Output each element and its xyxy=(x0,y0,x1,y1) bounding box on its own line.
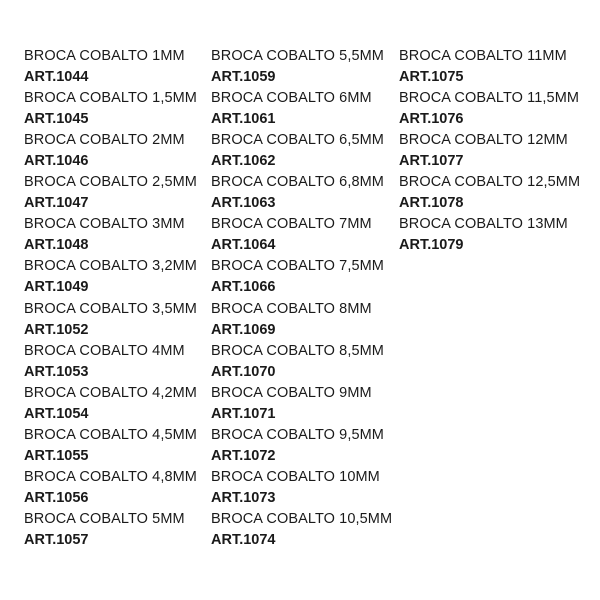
article-code: ART.1066 xyxy=(211,279,276,296)
product-entry xyxy=(24,172,197,214)
product-entry xyxy=(24,46,197,88)
product-entry xyxy=(211,88,392,130)
product-column-1 xyxy=(24,46,197,551)
product-entry xyxy=(211,130,392,172)
product-entry xyxy=(399,88,580,130)
product-entry xyxy=(211,46,392,88)
product-name: BROCA COBALTO 6,8MM xyxy=(211,174,384,191)
product-entry xyxy=(24,299,197,341)
product-entry xyxy=(24,509,197,551)
article-code: ART.1073 xyxy=(211,489,276,506)
article-code: ART.1057 xyxy=(24,532,89,549)
product-name: BROCA COBALTO 10,5MM xyxy=(211,511,393,528)
product-name: BROCA COBALTO 10MM xyxy=(211,468,380,485)
product-entry xyxy=(211,341,392,383)
product-entry xyxy=(24,341,197,383)
product-entry xyxy=(211,425,392,467)
article-code: ART.1044 xyxy=(24,69,89,85)
product-entry xyxy=(211,299,392,341)
product-name: BROCA COBALTO 11,5MM xyxy=(399,90,580,107)
product-entry xyxy=(24,88,197,130)
article-code: ART.1052 xyxy=(24,321,89,338)
product-entry xyxy=(399,172,580,214)
product-entry xyxy=(24,256,197,298)
article-code: ART.1069 xyxy=(211,321,276,338)
article-code: ART.1071 xyxy=(211,405,276,422)
product-name: BROCA COBALTO 13MM xyxy=(399,216,568,233)
article-code: ART.1078 xyxy=(399,195,464,212)
article-code: ART.1059 xyxy=(211,69,276,85)
product-entry xyxy=(24,425,197,467)
product-entry xyxy=(24,130,197,172)
product-name: BROCA COBALTO 1MM xyxy=(24,48,185,64)
product-name: BROCA COBALTO 4,5MM xyxy=(24,426,197,443)
product-entry xyxy=(24,467,197,509)
product-name: BROCA COBALTO 12,5MM xyxy=(399,174,581,191)
article-code: ART.1048 xyxy=(24,237,89,254)
product-entry xyxy=(211,256,392,298)
product-name: BROCA COBALTO 9,5MM xyxy=(211,426,384,443)
product-column-3 xyxy=(399,46,580,256)
product-entry xyxy=(24,383,197,425)
article-code: ART.1063 xyxy=(211,195,276,212)
product-name: BROCA COBALTO 2MM xyxy=(24,132,185,149)
product-name: BROCA COBALTO 8MM xyxy=(211,300,372,317)
article-code: ART.1062 xyxy=(211,153,276,170)
product-entry xyxy=(211,383,392,425)
article-code: ART.1056 xyxy=(24,489,89,506)
product-entry xyxy=(24,214,197,256)
product-name: BROCA COBALTO 2,5MM xyxy=(24,174,197,191)
product-name: BROCA COBALTO 3,5MM xyxy=(24,300,197,317)
product-name: BROCA COBALTO 4,2MM xyxy=(24,384,197,401)
product-name: BROCA COBALTO 9MM xyxy=(211,384,372,401)
product-entry xyxy=(211,467,392,509)
product-entry xyxy=(399,214,580,256)
product-entry xyxy=(211,509,392,551)
product-name: BROCA COBALTO 3,2MM xyxy=(24,258,197,275)
article-code: ART.1070 xyxy=(211,363,276,380)
product-entry xyxy=(399,46,580,88)
product-name: BROCA COBALTO 11MM xyxy=(399,48,567,64)
product-name: BROCA COBALTO 4MM xyxy=(24,342,185,359)
article-code: ART.1047 xyxy=(24,195,89,212)
article-code: ART.1055 xyxy=(24,447,89,464)
article-code: ART.1072 xyxy=(211,447,276,464)
product-name: BROCA COBALTO 6MM xyxy=(211,90,372,107)
article-code: ART.1054 xyxy=(24,405,89,422)
article-code: ART.1074 xyxy=(211,532,276,549)
product-name: BROCA COBALTO 7MM xyxy=(211,216,372,233)
product-name: BROCA COBALTO 5MM xyxy=(24,511,185,528)
product-entry xyxy=(211,214,392,256)
product-name: BROCA COBALTO 7,5MM xyxy=(211,258,384,275)
article-code: ART.1045 xyxy=(24,111,89,128)
product-name: BROCA COBALTO 4,8MM xyxy=(24,468,197,485)
article-code: ART.1049 xyxy=(24,279,89,296)
product-name: BROCA COBALTO 5,5MM xyxy=(211,48,384,64)
article-code: ART.1046 xyxy=(24,153,89,170)
article-code: ART.1053 xyxy=(24,363,89,380)
product-entry xyxy=(211,172,392,214)
article-code: ART.1064 xyxy=(211,237,276,254)
product-name: BROCA COBALTO 12MM xyxy=(399,132,568,149)
article-code: ART.1076 xyxy=(399,111,464,128)
article-code: ART.1061 xyxy=(211,111,276,128)
article-code: ART.1077 xyxy=(399,153,464,170)
product-name: BROCA COBALTO 8,5MM xyxy=(211,342,384,359)
product-name: BROCA COBALTO 3MM xyxy=(24,216,185,233)
product-name: BROCA COBALTO 6,5MM xyxy=(211,132,384,149)
article-code: ART.1075 xyxy=(399,69,464,85)
product-column-2 xyxy=(211,46,392,551)
product-entry xyxy=(399,130,580,172)
article-code: ART.1079 xyxy=(399,237,464,254)
product-name: BROCA COBALTO 1,5MM xyxy=(24,90,197,107)
